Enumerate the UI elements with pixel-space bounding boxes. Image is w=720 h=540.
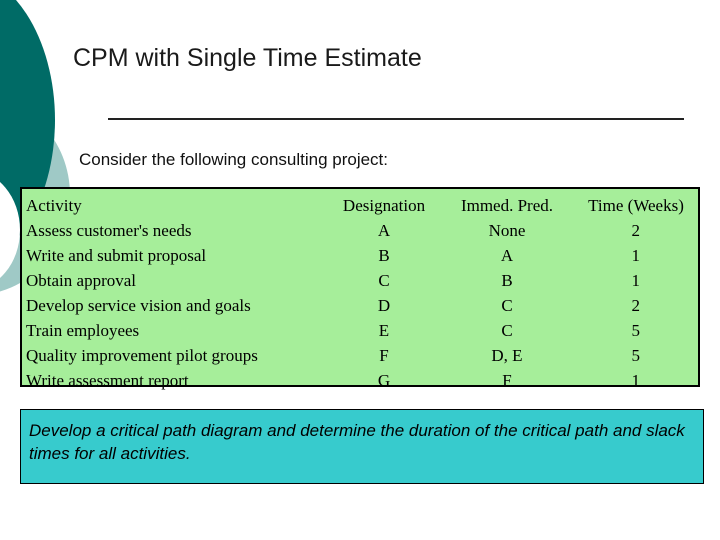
slide-title: CPM with Single Time Estimate (73, 44, 422, 72)
activity-cell: Quality improvement pilot groups (26, 346, 258, 365)
activity-table (22, 193, 698, 393)
activity-cell: Obtain approval (26, 271, 136, 290)
predecessor-cell: C (501, 296, 513, 315)
table-row (22, 218, 698, 243)
time-cell: 1 (631, 271, 640, 290)
predecessor-cell: None (488, 221, 526, 240)
activity-cell: Develop service vision and goals (26, 296, 251, 315)
activity-table-box (20, 187, 700, 390)
time-cell: 1 (631, 246, 640, 265)
header-immediate-predecessor: Immed. Pred. (460, 196, 554, 215)
title-underline (108, 118, 684, 120)
task-instruction-text: Develop a critical path diagram and determine the duration of the critical path and slack times for all activities. (29, 421, 685, 463)
designation-cell: D (377, 296, 391, 315)
header-activity: Activity (26, 196, 82, 215)
predecessor-cell: D, E (491, 346, 523, 365)
header-designation: Designation (342, 196, 426, 215)
predecessor-cell: F (502, 371, 512, 390)
table-row (22, 318, 698, 343)
predecessor-cell: A (500, 246, 514, 265)
table-row (22, 293, 698, 318)
designation-cell: E (378, 321, 390, 340)
table-row (22, 268, 698, 293)
activity-cell: Assess customer's needs (26, 221, 192, 240)
designation-cell: A (377, 221, 391, 240)
predecessor-cell: C (501, 321, 513, 340)
activity-cell: Write and submit proposal (26, 246, 207, 265)
table-row (22, 368, 698, 393)
time-cell: 2 (631, 296, 640, 315)
predecessor-cell: B (501, 271, 513, 290)
header-time-weeks: Time (Weeks) (588, 196, 684, 215)
time-cell: 1 (631, 371, 640, 390)
table-row (22, 243, 698, 268)
designation-cell: B (378, 246, 390, 265)
table-header-row (22, 193, 698, 218)
table-row (22, 343, 698, 368)
designation-cell: F (379, 346, 389, 365)
time-cell: 5 (631, 321, 640, 340)
task-instruction-box (20, 409, 704, 484)
activity-cell: Train employees (26, 321, 140, 340)
intro-text: Consider the following consulting project: (79, 150, 389, 169)
activity-cell: Write assessment report (26, 371, 189, 390)
time-cell: 2 (631, 221, 640, 240)
designation-cell: G (377, 371, 391, 390)
designation-cell: C (378, 271, 390, 290)
time-cell: 5 (631, 346, 640, 365)
